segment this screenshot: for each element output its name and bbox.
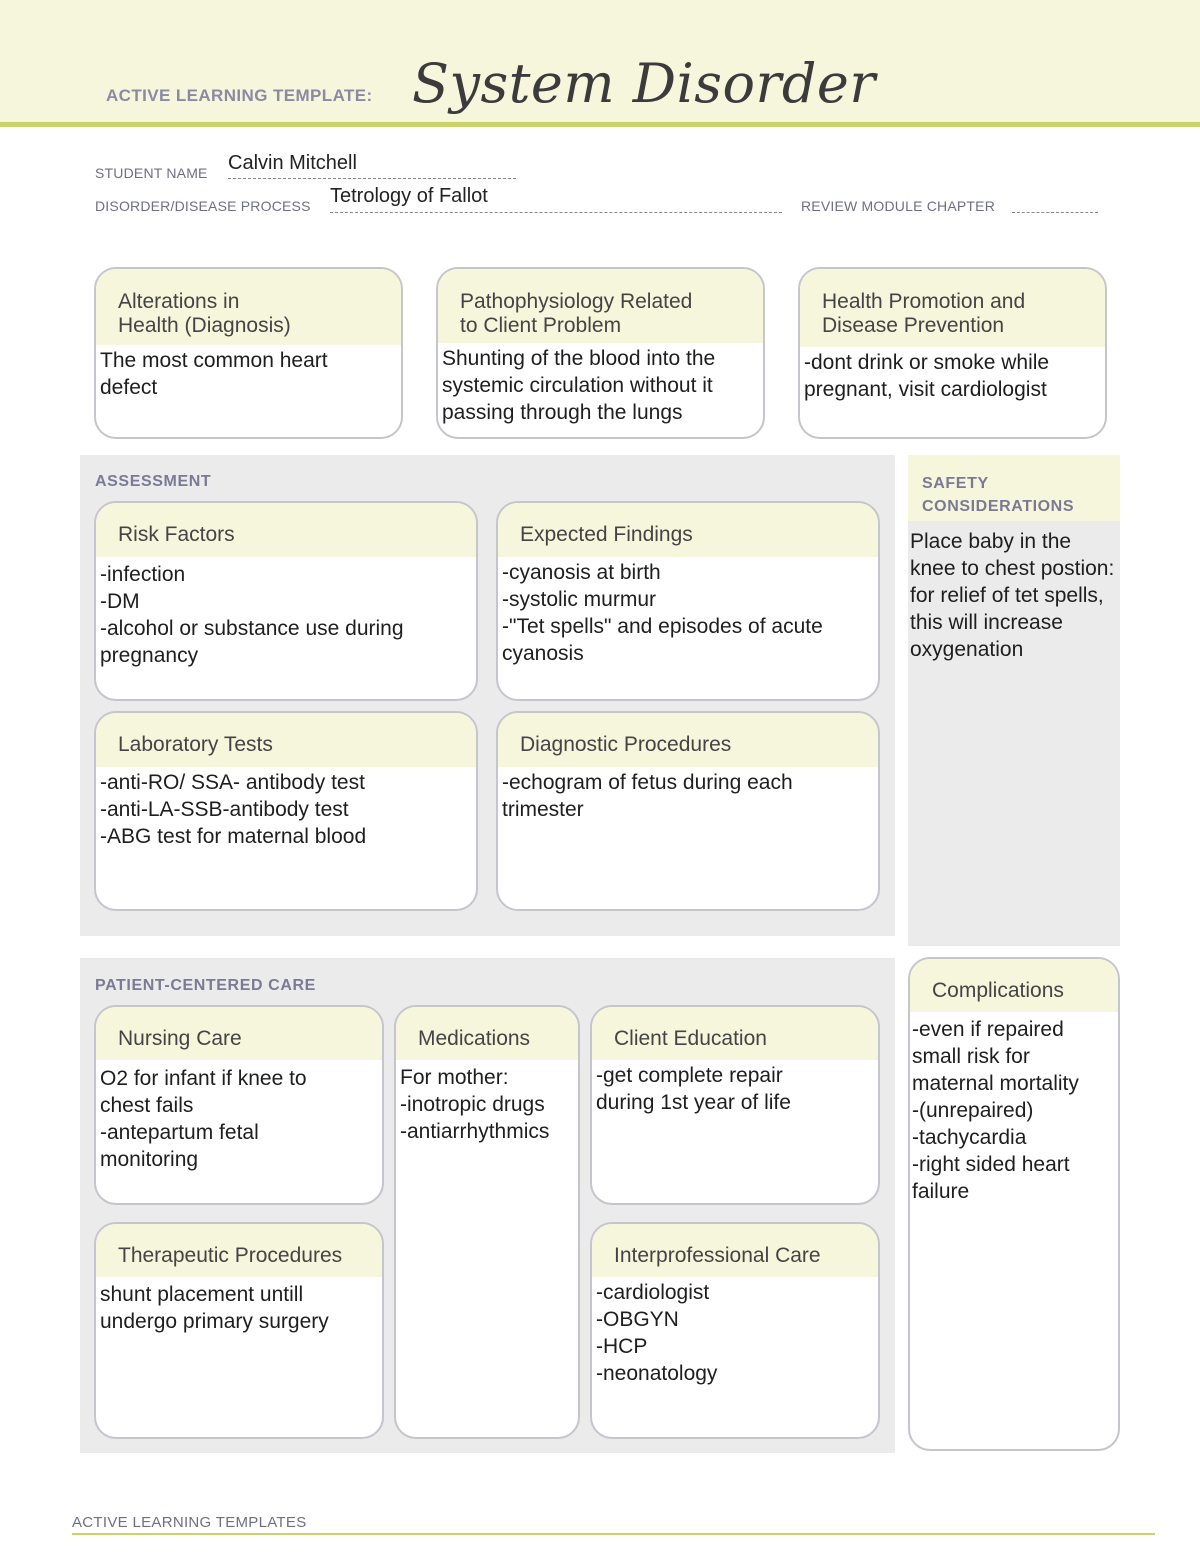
expected-findings-title: Expected Findings (498, 503, 878, 557)
interprofessional-care-box (590, 1222, 880, 1439)
client-education-box (590, 1005, 880, 1205)
pathophysiology-body[interactable]: Shunting of the blood into the systemic circulation without it passing through the lungs (442, 347, 716, 424)
nursing-care-box (94, 1005, 384, 1205)
review-module-label: REVIEW MODULE CHAPTER (801, 198, 995, 214)
health-promotion-body[interactable]: -dont drink or smoke while pregnant, visit cardiologist (804, 351, 1050, 401)
expected-findings-body[interactable]: -cyanosis at birth -systolic murmur -"Tet spells" and episodes of acute cyanosis (502, 561, 823, 665)
student-name-value[interactable]: Calvin Mitchell (228, 152, 357, 174)
risk-factors-box (94, 501, 478, 701)
client-education-body[interactable]: -get complete repair during 1st year of life (596, 1064, 791, 1114)
alterations-box (94, 267, 403, 439)
laboratory-tests-body[interactable]: -anti-RO/ SSA- antibody test -anti-LA-SSB-antibody test -ABG test for maternal blood (100, 771, 367, 848)
footer-rule (72, 1533, 1155, 1535)
medications-box (394, 1005, 580, 1439)
complications-body[interactable]: -even if repaired small risk for maternal mortality -(unrepaired) -tachycardia -right sided heart failure (912, 1018, 1079, 1203)
nursing-care-body[interactable]: O2 for infant if knee to chest fails -antepartum fetal monitoring (100, 1067, 307, 1171)
footer-label: ACTIVE LEARNING TEMPLATES (72, 1514, 307, 1531)
nursing-care-title: Nursing Care (96, 1007, 382, 1060)
medications-title: Medications (396, 1007, 578, 1060)
therapeutic-procedures-title: Therapeutic Procedures (96, 1224, 382, 1277)
student-name-line (228, 178, 516, 179)
client-education-title: Client Education (592, 1007, 878, 1060)
medications-body[interactable]: For mother: -inotropic drugs -antiarrhythmics (400, 1066, 550, 1143)
assessment-label: ASSESSMENT (95, 473, 212, 490)
complications-box (908, 957, 1120, 1451)
header-rule (0, 122, 1200, 127)
patient-care-label: PATIENT-CENTERED CARE (95, 977, 316, 994)
health-promotion-box (798, 267, 1107, 439)
disorder-line (330, 212, 782, 213)
diagnostic-procedures-title: Diagnostic Procedures (498, 713, 878, 767)
diagnostic-procedures-box (496, 711, 880, 911)
safety-label: SAFETY CONSIDERATIONS (922, 475, 1075, 515)
alterations-body[interactable]: The most common heart defect (100, 349, 328, 399)
therapeutic-procedures-body[interactable]: shunt placement untill undergo primary surgery (100, 1283, 329, 1333)
expected-findings-box (496, 501, 880, 701)
pathophysiology-box (436, 267, 765, 439)
complications-title: Complications (910, 959, 1118, 1012)
review-module-line[interactable] (1012, 212, 1098, 213)
interprofessional-care-title: Interprofessional Care (592, 1224, 878, 1277)
alterations-title: Alterations in Health (Diagnosis) (96, 269, 401, 345)
health-promotion-title: Health Promotion and Disease Prevention (800, 269, 1105, 347)
diagnostic-procedures-body[interactable]: -echogram of fetus during each trimester (502, 771, 793, 821)
template-title: System Disorder (412, 52, 876, 115)
pathophysiology-title: Pathophysiology Related to Client Problem (438, 269, 763, 343)
safety-body[interactable]: Place baby in the knee to chest postion: for relief of tet spells, this will increase oxygenation (910, 530, 1115, 661)
disorder-value[interactable]: Tetrology of Fallot (330, 185, 488, 207)
laboratory-tests-title: Laboratory Tests (96, 713, 476, 767)
laboratory-tests-box (94, 711, 478, 911)
disorder-label: DISORDER/DISEASE PROCESS (95, 198, 311, 214)
risk-factors-body[interactable]: -infection -DM -alcohol or substance use during pregnancy (100, 563, 404, 667)
therapeutic-procedures-box (94, 1222, 384, 1439)
interprofessional-care-body[interactable]: -cardiologist -OBGYN -HCP -neonatology (596, 1281, 718, 1385)
template-label: ACTIVE LEARNING TEMPLATE: (106, 86, 373, 105)
risk-factors-title: Risk Factors (96, 503, 476, 557)
student-name-label: STUDENT NAME (95, 165, 208, 181)
